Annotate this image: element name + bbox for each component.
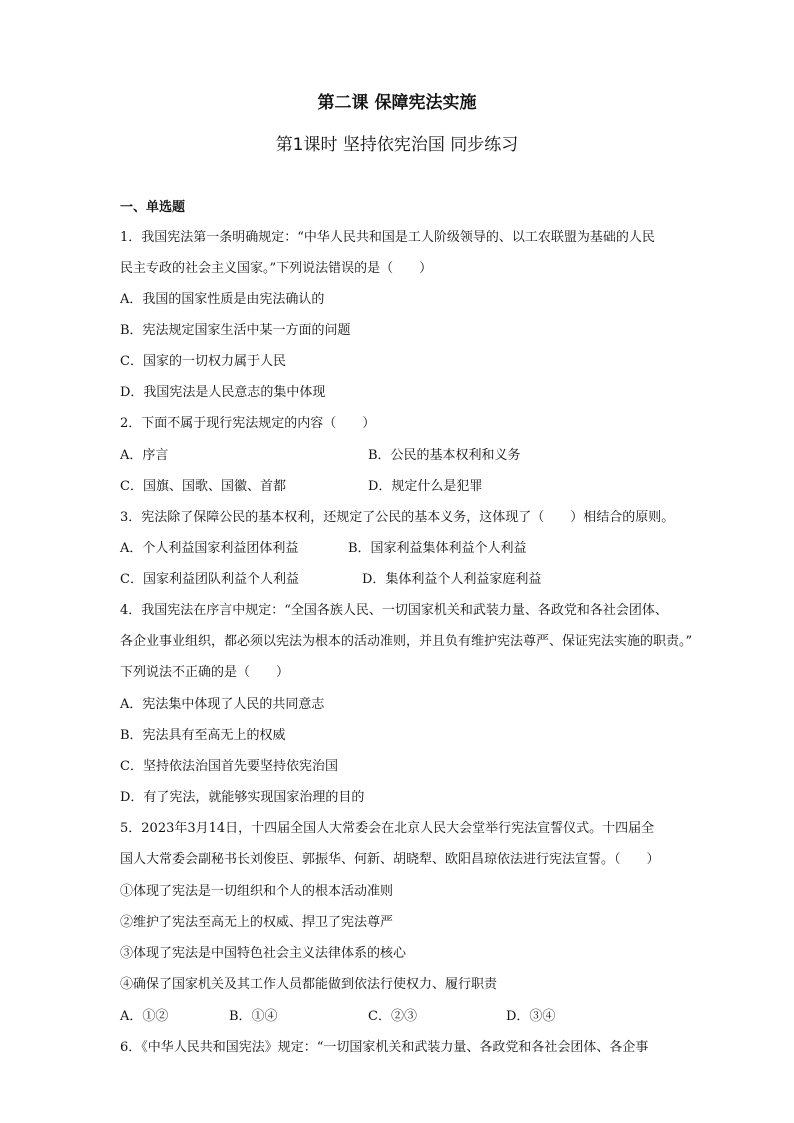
question-5-option-c: C．②③ [368,1009,417,1024]
section-heading: 一、单选题 [120,200,186,215]
question-5-option-a: A．①② [120,1009,169,1024]
question-5-statement-2: ②维护了宪法至高无上的权威、捍卫了宪法尊严 [120,915,394,930]
question-2-option-a: A．序言 [120,448,169,463]
page-subtitle: 第1课时 坚持依宪治国 同步练习 [275,135,519,155]
question-1-option-a: A．我国的国家性质是由宪法确认的 [120,292,325,307]
question-4-option-b: B．宪法具有至高无上的权威 [120,728,286,743]
question-2-option-b: B．公民的基本权利和义务 [368,448,521,463]
question-4-option-a: A．宪法集中体现了人民的共同意志 [120,697,325,712]
question-2-option-d: D．规定什么是犯罪 [368,479,483,494]
question-4-stem-line-1: 4．我国宪法在序言中规定：“全国各族人民、一切国家机关和武装力量、各政党和各社会团体、 [120,603,668,618]
question-4-stem-line-2: 各企业事业组织，都必须以宪法为根本的活动准则，并且负有维护宪法尊严、保证宪法实施的职责。” [120,634,693,649]
question-6-stem-line-1: 6．《中华人民共和国宪法》规定：“一切国家机关和武装力量、各政党和各社会团体、各企事 [120,1040,649,1055]
question-3-option-b: B．国家利益集体利益个人利益 [348,541,527,556]
question-4-stem-line-3: 下列说法不正确的是（ ） [120,665,290,680]
question-2-option-c: C．国旗、国歌、国徽、首都 [120,479,286,494]
question-3-option-a: A．个人利益国家利益团体利益 [120,541,299,556]
question-1-option-b: B．宪法规定国家生活中某一方面的问题 [120,323,351,338]
question-1-option-c: C．国家的一切权力属于人民 [120,354,286,369]
question-1-stem-line-2: 民主专政的社会主义国家。”下列说法错误的是（ ） [120,261,433,276]
question-4-option-d: D．有了宪法，就能够实现国家治理的目的 [120,790,365,805]
question-5-statement-1: ①体现了宪法是一切组织和个人的根本活动准则 [120,884,394,899]
question-4-option-c: C．坚持依法治国首先要坚持依宪治国 [120,759,338,774]
question-5-statement-4: ④确保了国家机关及其工作人员都能做到依法行使权力、履行职责 [120,977,498,992]
question-2-stem: 2．下面不属于现行宪法规定的内容（ ） [120,416,376,431]
question-5-stem-line-1: 5．2023年3月14日，十四届全国人大常委会在北京人民大会堂举行宪法宣誓仪式。十四届全 [120,821,655,836]
question-5-stem-line-2: 国人大常委会副秘书长刘俊臣、郭振华、何新、胡晓犁、欧阳昌琼依法进行宪法宣誓。（ ） [120,852,660,867]
question-1-stem-line-1: 1．我国宪法第一条明确规定：“中华人民共和国是工人阶级领导的、以工农联盟为基础的人民 [120,230,655,245]
question-5-option-b: B．①④ [229,1009,278,1024]
question-3-stem: 3．宪法除了保障公民的基本权利，还规定了公民的基本义务，这体现了（ ）相结合的原则。 [120,510,675,525]
question-3-option-c: C．国家利益团队利益个人利益 [120,572,299,587]
question-3-option-d: D．集体利益个人利益家庭利益 [362,572,542,587]
question-5-statement-3: ③体现了宪法是中国特色社会主义法律体系的核心 [120,946,407,961]
question-1-option-d: D．我国宪法是人民意志的集中体现 [120,385,326,400]
page-title: 第二课 保障宪法实施 [317,93,477,113]
question-5-option-d: D．③④ [506,1009,556,1024]
